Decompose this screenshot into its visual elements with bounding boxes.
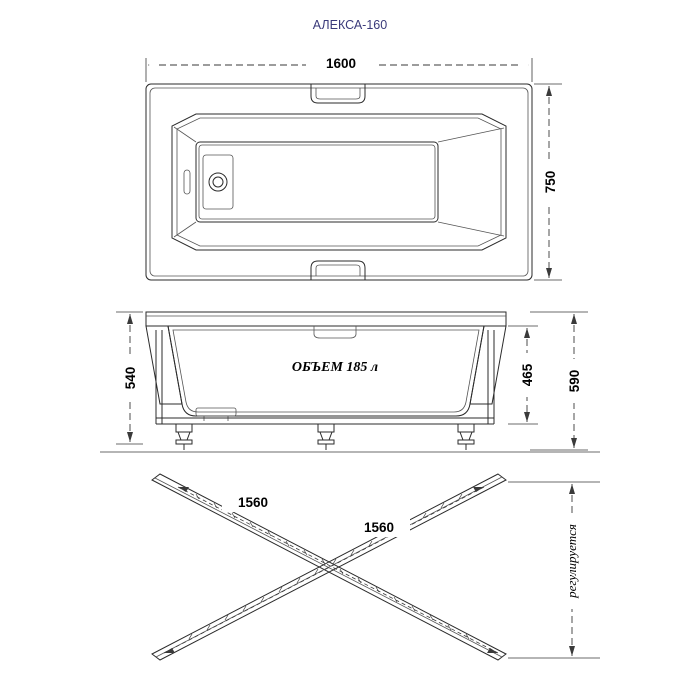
dim-label-1600: 1600 (306, 55, 376, 73)
top-view-group (146, 58, 562, 280)
dim-label-750: 750 (528, 168, 572, 196)
dim-label-frame-left-1560: 1560 (222, 494, 284, 512)
frame-adjustable-note: регулируется (524, 545, 620, 577)
volume-label: ОБЪЕМ 185 л (291, 360, 379, 375)
dim-label-frame-right-1560: 1560 (348, 519, 410, 537)
drawing-title: АЛЕКСА-160 (312, 18, 388, 32)
dim-label-465: 465 (505, 361, 549, 389)
dim-label-540: 540 (108, 364, 152, 392)
dim-label-590: 590 (552, 367, 596, 395)
